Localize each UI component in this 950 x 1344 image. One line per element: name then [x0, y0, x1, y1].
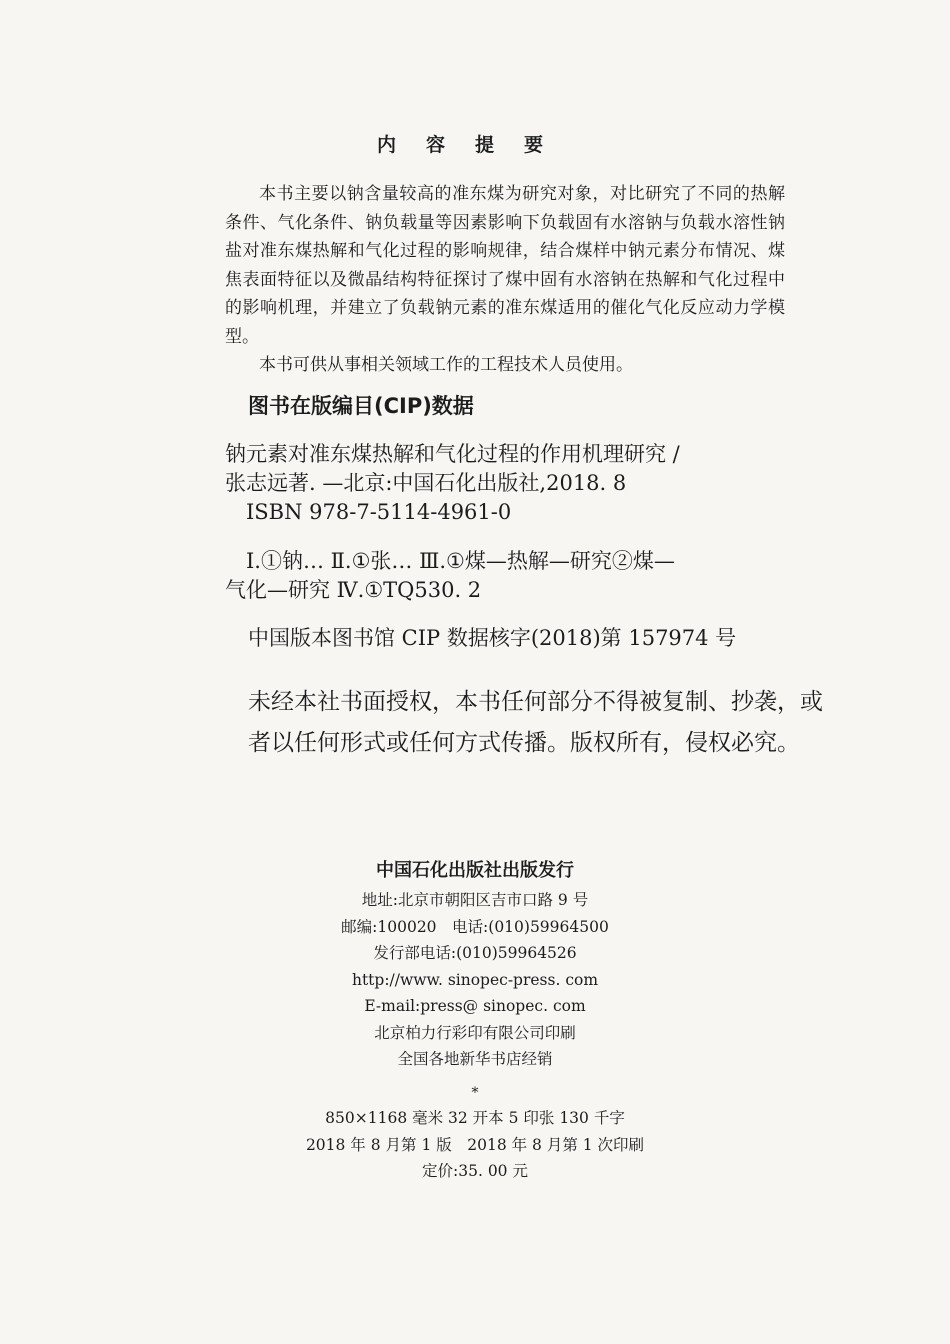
publisher-info [0, 887, 950, 1073]
summary-paragraph: 本书主要以钠含量较高的准东煤为研究对象，对比研究了不同的热解条件、气化条件、钠负载量等因素影响下负载固有水溶钠与负载水溶性钠盐对准东煤热解和气化过程的影响规律，结合煤样中钠元素分布情况、煤焦表面特征以及微晶结构特征探讨了煤中固有水溶钠在热解和气化过程中的影响机理，并建立了负载钠元素的准东煤适用的催化气化反应动力学模型。 [225, 184, 785, 347]
publisher-name: 中国石化出版社出版发行 [376, 860, 574, 881]
format-line: 850×1168 毫米 32 开本 5 印张 130 千字 [325, 1109, 625, 1127]
cip-line: 钠元素对准东煤热解和气化过程的作用机理研究 / [225, 442, 680, 466]
cip-heading: 图书在版编目(CIP)数据 [248, 394, 474, 418]
cip-title-block [225, 440, 825, 527]
summary-body [225, 180, 785, 380]
cip-line: 张志远著. —北京:中国石化出版社,2018. 8 [225, 471, 627, 495]
publisher-email: E-mail:press@ sinopec. com [364, 997, 586, 1015]
publisher-postcode-phone: 邮编:100020 电话:(010)59964500 [341, 917, 609, 936]
printer-line: 北京柏力行彩印有限公司印刷 [374, 1023, 576, 1042]
cip-line: Ⅰ.①钠… Ⅱ.①张… Ⅲ.①煤—热解—研究②煤— [225, 549, 675, 573]
publication-specs [0, 1105, 950, 1185]
publisher-website: http://www. sinopec-press. com [351, 970, 599, 989]
copyright-notice: 未经本社书面授权，本书任何部分不得被复制、抄袭，或者以任何形式或任何方式传播。版权所有，侵权必究。 [248, 689, 823, 756]
edition-line: 2018 年 8 月第 1 版 2018 年 8 月第 1 次印刷 [305, 1135, 645, 1154]
publisher-sales-phone: 发行部电话:(010)59964526 [373, 944, 577, 962]
cip-classification-block [225, 547, 825, 605]
cip-isbn: ISBN 978-7-5114-4961-0 [225, 500, 512, 524]
cip-line: 气化—研究 Ⅳ.①TQ530. 2 [225, 578, 482, 602]
summary-paragraph: 本书可供从事相关领域工作的工程技术人员使用。 [259, 355, 633, 375]
price-line: 定价:35. 00 元 [422, 1162, 528, 1180]
summary-title: 内容提要 [376, 134, 573, 156]
separator-star: * [471, 1085, 479, 1101]
cip-verification: 中国版本图书馆 CIP 数据核字(2018)第 157974 号 [248, 626, 737, 650]
publisher-address: 地址:北京市朝阳区吉市口路 9 号 [361, 891, 589, 909]
distributor-line: 全国各地新华书店经销 [397, 1050, 553, 1068]
